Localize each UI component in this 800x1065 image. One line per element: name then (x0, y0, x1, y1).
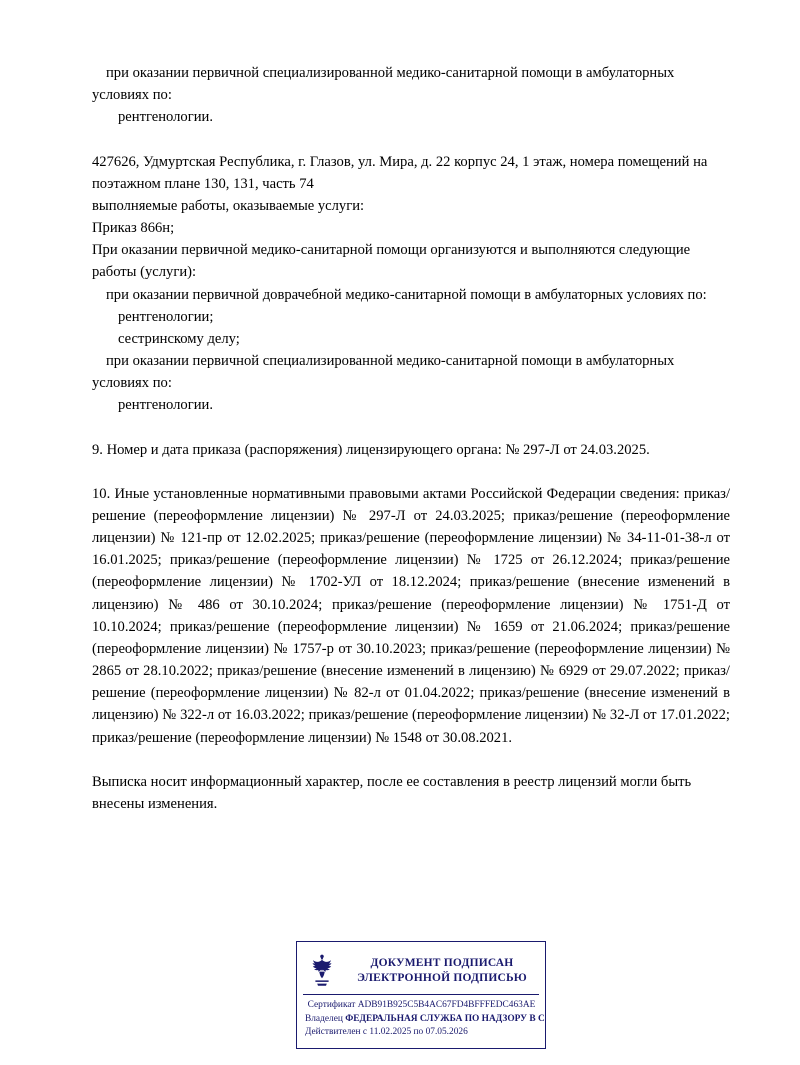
stamp-owner-label: Владелец (305, 1013, 343, 1024)
stamp-validity: Действителен с 11.02.2025 по 07.05.2026 (305, 1026, 468, 1037)
paragraph-works-services-heading: выполняемые работы, оказываемые услуги: (92, 197, 365, 214)
paragraph-primary-care-intro: При оказании первичной медико-санитарной помощи организуются и выполняются следующие работы (услуги): (92, 242, 691, 281)
paragraph-radiology-2: рентгенологии; (118, 308, 214, 325)
stamp-details (297, 995, 545, 1039)
document-body (92, 62, 730, 815)
paragraph-nursing: сестринскому делу; (118, 330, 240, 347)
stamp-title (345, 956, 539, 984)
paragraph-radiology-3: рентгенологии. (118, 397, 213, 414)
stamp-header (297, 942, 545, 994)
spacer (92, 461, 730, 483)
spacer (92, 749, 730, 771)
double-headed-eagle-icon (305, 951, 339, 991)
paragraph-prehospital-outpatient: при оказании первичной доврачебной медико-санитарной помощи в амбулаторных условиях по: (106, 286, 707, 303)
paragraph-item-10-other-information: 10. Иные установленные нормативными правовыми актами Российской Федерации сведения: приказ/решение (переоформление лицензии) № 297-Л от 24.03.2025; приказ/решение (переоформление лицензии) № 121-пр от 12.02.2025; приказ/решение (переоформление лицензии) № 34-11-01-38-л от 16.01.2025; приказ/решение (переоформление лицензии) № 1725 от 26.12.2024; приказ/решение (переоформление лицензии) № 1702-УЛ от 18.12.2024; приказ/решение (внесение изменений в лицензию) № 486 от 30.10.2024; приказ/решение (переоформление лицензии) № 1751-Д от 10.10.2024; приказ/решение (переоформление лицензии) № 1659 от 21.06.2024; приказ/решение (переоформление лицензии) № 1757-р от 30.10.2023; приказ/решение (переоформление лицензии) № 2865 от 28.10.2022; приказ/решение (внесение изменений в лицензию) № 6929 от 29.07.2022; приказ/решение (переоформление лицензии) № 82-л от 01.04.2022; приказ/решение (внесение изменений в лицензию) № 322-л от 16.03.2022; приказ/решение (переоформление лицензии) № 32-Л от 17.01.2022; приказ/решение (переоформление лицензии) № 1548 от 30.08.2021. (92, 485, 730, 746)
paragraph-informational-notice: Выписка носит информационный характер, после ее составления в реестр лицензий могли быть внесены изменения. (92, 773, 692, 812)
paragraph-address: 427626, Удмуртская Республика, г. Глазов, ул. Мира, д. 22 корпус 24, 1 этаж, номера помещений на поэтажном плане 130, 131, часть 74 (92, 153, 708, 192)
stamp-title-line-1: ДОКУМЕНТ ПОДПИСАН (370, 957, 514, 970)
stamp-title-line-2: ЭЛЕКТРОННОЙ ПОДПИСЬЮ (357, 971, 527, 984)
paragraph-order-866n: Приказ 866н; (92, 220, 175, 237)
stamp-owner-value: ФЕДЕРАЛЬНАЯ СЛУЖБА ПО НАДЗОРУ В С (345, 1013, 545, 1024)
stamp-certificate: Сертификат ADB91B925C5B4AC67FD4BFFFEDC463AE (307, 1000, 536, 1011)
spacer (92, 129, 730, 151)
paragraph-outpatient-specialized-1: при оказании первичной специализированной медико-санитарной помощи в амбулаторных условиях по: (92, 65, 675, 104)
stamp-owner (305, 1013, 545, 1026)
spacer (92, 417, 730, 439)
paragraph-outpatient-specialized-2: при оказании первичной специализированной медико-санитарной помощи в амбулаторных условиях по: (92, 353, 675, 392)
paragraph-radiology-1: рентгенологии. (118, 109, 213, 126)
electronic-signature-stamp (296, 941, 546, 1049)
paragraph-item-9-order-number-date: 9. Номер и дата приказа (распоряжения) лицензирующего органа: № 297-Л от 24.03.2025. (92, 441, 650, 458)
